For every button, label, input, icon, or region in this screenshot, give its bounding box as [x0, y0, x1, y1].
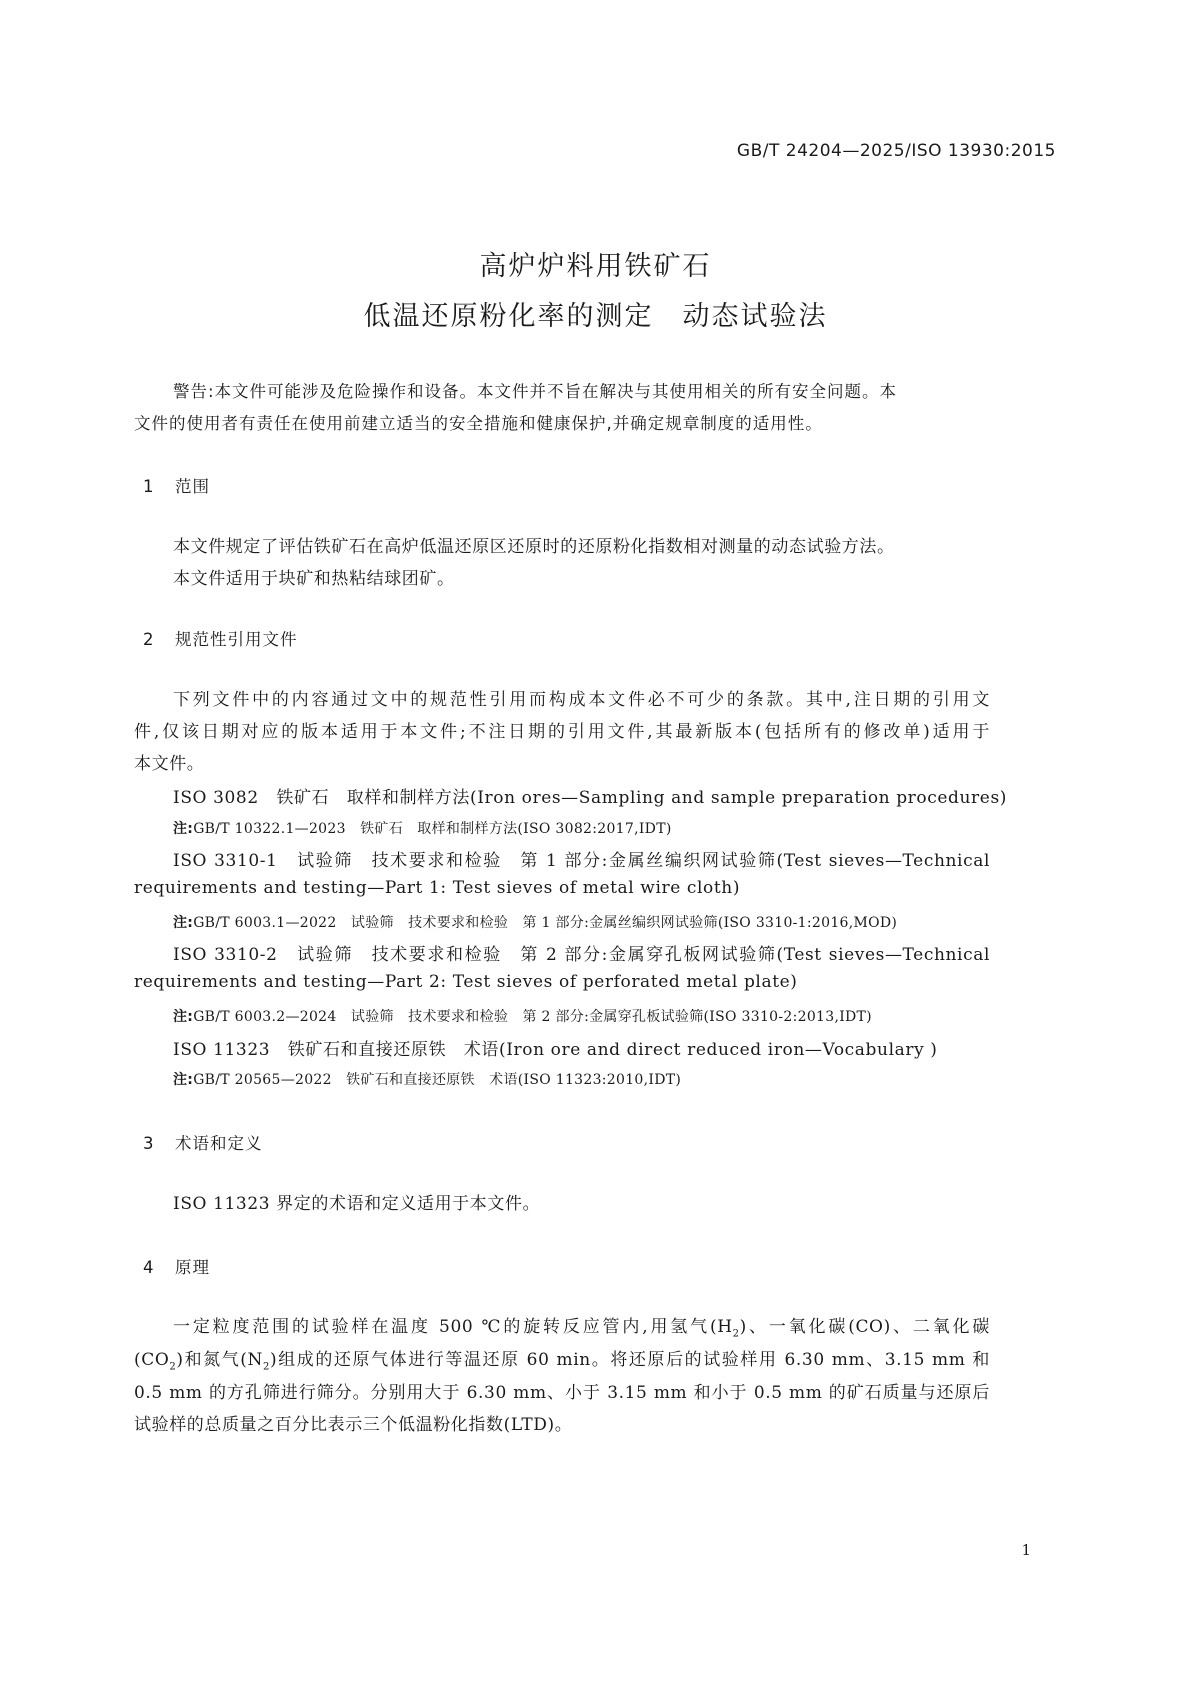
scope-paragraph-2: 本文件适用于块矿和热粘结球团矿。 [173, 569, 455, 589]
normative-intro-line3: 本文件。 [134, 754, 205, 774]
note-text: GB/T 20565—2022 铁矿石和直接还原铁 术语(ISO 11323:2010,IDT) [193, 1072, 682, 1088]
note-text: GB/T 6003.2—2024 试验筛 技术要求和检验 第 2 部分:金属穿孔板试验筛(ISO 3310-2:2013,IDT) [193, 1009, 872, 1025]
warning-line2: 文件的使用者有责任在使用前建立适当的安全措施和健康保护,并确定规章制度的适用性。 [134, 414, 823, 433]
note-text: GB/T 10322.1—2023 铁矿石 取样和制样方法(ISO 3082:2017,IDT) [193, 821, 672, 837]
section-title: 范围 [175, 477, 210, 496]
principle-line4: 试验样的总质量之百分比表示三个低温粉化指数(LTD)。 [134, 1415, 573, 1435]
normative-intro-line1: 下列文件中的内容通过文中的规范性引用而构成本文件必不可少的条款。其中,注日期的引用文 [173, 690, 990, 710]
reference-iso-3310-1-line2: requirements and testing—Part 1: Test sieves of metal wire cloth) [134, 878, 741, 898]
reference-iso-3082: ISO 3082 铁矿石 取样和制样方法(Iron ores—Sampling and sample preparation procedures) [173, 788, 1008, 808]
document-title-line1: 高炉炉料用铁矿石 [479, 251, 712, 282]
document-title-line2: 低温还原粉化率的测定 动态试验法 [363, 301, 828, 332]
normative-intro-line2: 件,仅该日期对应的版本适用于本文件;不注日期的引用文件,其最新版本(包括所有的修改单)适用于 [134, 722, 990, 742]
section-number: 3 [143, 1134, 155, 1153]
subscript: 2 [263, 1361, 270, 1373]
page-number: 1 [1021, 1541, 1031, 1559]
reference-iso-3310-1-line1: ISO 3310-1 试验筛 技术要求和检验 第 1 部分:金属丝编织网试验筛(Test sieves—Technical [173, 851, 990, 871]
terms-paragraph: ISO 11323 界定的术语和定义适用于本文件。 [173, 1194, 541, 1214]
subscript: 2 [169, 1361, 177, 1373]
note-label: 注: [173, 1072, 194, 1088]
section-number: 1 [143, 477, 155, 496]
principle-line2 [134, 1345, 990, 1372]
principle-text: 一定粒度范围的试验样在温度 500 ℃的旋转反应管内,用氢气(H [173, 1317, 733, 1337]
reference-iso-3310-2-line1: ISO 3310-2 试验筛 技术要求和检验 第 2 部分:金属穿孔板网试验筛(Test sieves—Technical [173, 945, 990, 965]
principle-text: )、一氧化碳(CO)、二氧化碳 [739, 1317, 990, 1337]
warning-line1: 警告:本文件可能涉及危险操作和设备。本文件并不旨在解决与其使用相关的所有安全问题。本 [173, 382, 898, 401]
section-heading-3 [143, 1130, 263, 1154]
principle-line1 [173, 1312, 990, 1339]
note-3 [173, 1006, 872, 1026]
reference-iso-11323: ISO 11323 铁矿石和直接还原铁 术语(Iron ore and direct reduced iron—Vocabulary ) [173, 1040, 938, 1060]
reference-iso-3310-2-line2: requirements and testing—Part 2: Test sieves of perforated metal plate) [134, 972, 798, 992]
note-1 [173, 818, 672, 838]
section-title: 规范性引用文件 [175, 630, 298, 649]
note-label: 注: [173, 1009, 194, 1025]
subscript: 2 [732, 1328, 740, 1340]
note-4 [173, 1069, 681, 1089]
section-heading-4 [143, 1254, 210, 1278]
principle-line3: 0.5 mm 的方孔筛进行筛分。分别用大于 6.30 mm、小于 3.15 mm 和小于 0.5 mm 的矿石质量与还原后 [134, 1383, 990, 1403]
principle-text: (CO [134, 1350, 170, 1370]
scope-paragraph-1: 本文件规定了评估铁矿石在高炉低温还原区还原时的还原粉化指数相对测量的动态试验方法。 [173, 537, 895, 557]
section-heading-1 [143, 473, 210, 497]
note-label: 注: [173, 821, 194, 837]
section-number: 2 [143, 630, 155, 649]
principle-text: )和氮气(N [176, 1350, 264, 1370]
section-title: 术语和定义 [175, 1134, 263, 1153]
section-title: 原理 [175, 1258, 210, 1277]
note-label: 注: [173, 915, 194, 931]
principle-text: )组成的还原气体进行等温还原 60 min。将还原后的试验样用 6.30 mm、3.15 mm 和 [269, 1350, 990, 1370]
section-number: 4 [143, 1258, 155, 1277]
section-heading-2 [143, 626, 298, 650]
standard-code: GB/T 24204—2025/ISO 13930:2015 [736, 141, 1056, 161]
note-text: GB/T 6003.1—2022 试验筛 技术要求和检验 第 1 部分:金属丝编织网试验筛(ISO 3310-1:2016,MOD) [193, 915, 898, 931]
note-2 [173, 912, 897, 932]
